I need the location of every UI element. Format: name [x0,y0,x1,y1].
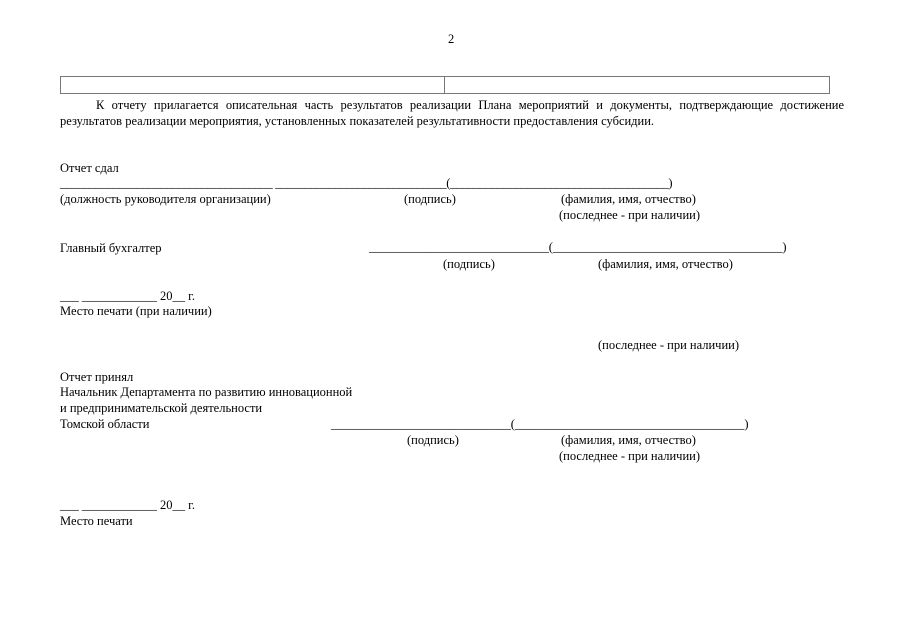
floating-patronymic-caption: (последнее - при наличии) [598,338,739,352]
stamp-label-2: Место печати [60,514,133,528]
submitted-patronymic-caption: (последнее - при наличии) [559,208,700,222]
submitted-position-caption: (должность руководителя организации) [60,192,271,206]
submitted-signature-caption: (подпись) [404,192,456,206]
accepted-signature-caption: (подпись) [407,433,459,447]
accepted-signature-line: _____________________________(_____________________________________) [331,417,749,431]
accountant-name-caption: (фамилия, имя, отчество) [598,257,733,271]
accepted-position-line-3: Томской области [60,417,150,431]
table-cell-divider [444,77,445,93]
submitted-name-caption: (фамилия, имя, отчество) [561,192,696,206]
header-table-row [60,76,830,94]
date-line-2: ___ ____________ 20__ г. [60,498,195,512]
accepted-name-caption: (фамилия, имя, отчество) [561,433,696,447]
stamp-label-1: Место печати (при наличии) [60,304,212,318]
accountant-label: Главный бухгалтер [60,241,162,255]
attachment-note: К отчету прилагается описательная часть результатов реализации Плана мероприятий и документы, подтверждающие достижение результатов реализации мероприятия, установленных показателей результативности предоставления субсидии. [60,98,844,128]
submitted-signature-line: ____________________________________ _____________________________(_____________________________________) [60,176,673,190]
accepted-position-line-1: Начальник Департамента по развитию инновационной [60,385,353,399]
submitted-heading: Отчет сдал [60,161,119,175]
accountant-signature-line: _____________________________(_____________________________________) [369,240,787,254]
accepted-position-line-2: и предпринимательской деятельности [60,401,263,415]
accountant-signature-caption: (подпись) [443,257,495,271]
accepted-patronymic-caption: (последнее - при наличии) [559,449,700,463]
accepted-heading: Отчет принял [60,370,134,384]
date-line-1: ___ ____________ 20__ г. [60,289,195,303]
page-number: 2 [448,32,455,46]
